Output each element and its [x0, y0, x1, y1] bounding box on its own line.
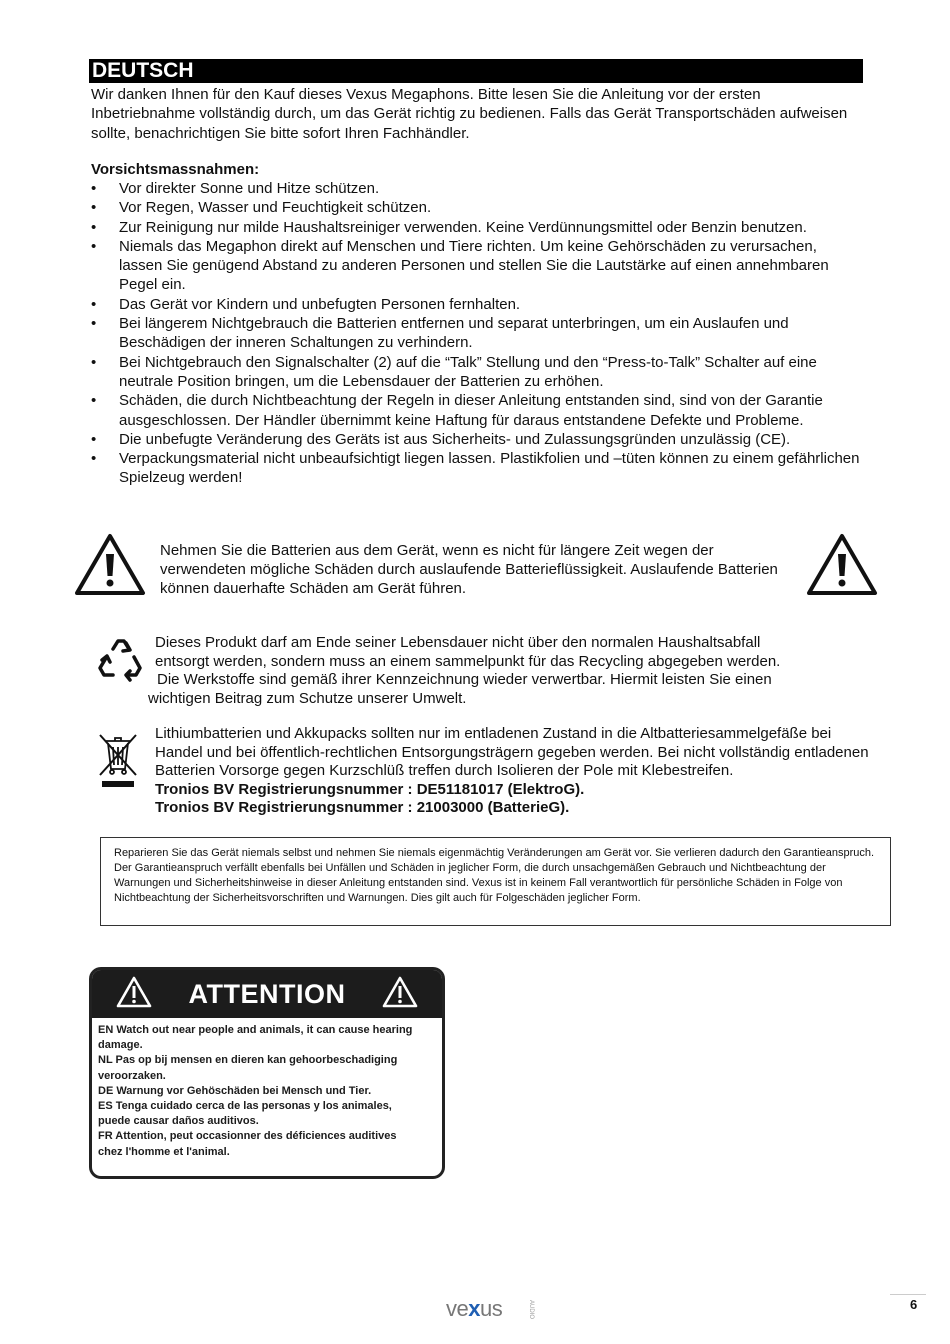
logo-part: x — [468, 1296, 480, 1321]
repair-notice-box — [100, 837, 891, 926]
list-item: • Zur Reinigung nur milde Haushaltsreiniger verwenden. Keine Verdünnungsmittel oder Benzin benutzen. — [91, 218, 861, 237]
warning-triangle-icon — [806, 532, 878, 596]
registration-number: Tronios BV Registrierungsnummer : DE51181017 (ElektroG). — [155, 780, 585, 798]
list-item: • Bei Nichtgebrauch den Signalschalter (2) auf die “Talk” Stellung und den “Press-to-Talk” Schalter auf eine neutrale Position bringen, um die Lebensdauer der Batterien zu erhöhen. — [91, 353, 861, 392]
list-item: • Das Gerät vor Kindern und unbefugten Personen fernhalten. — [91, 295, 861, 314]
warning-triangle-icon — [116, 975, 152, 1009]
recycling-text — [148, 634, 848, 708]
repair-notice-text: Reparieren Sie das Gerät niemals selbst und nehmen Sie niemals eigenmächtig Veränderungen am Gerät vor. Sie verlieren dadurch den Garantieanspruch. Der Garantieanspruch verfällt ebenfalls bei Unfällen und Schäden in jeglicher Form, die durch unsachgemäßen Gebrauch und Nichtbeachtung der Warnungen und Sicherheitshinweise in dieser Anleitung entstanden sind. Vexus ist in keinem Fall verantwortlich für persönliche Schäden in Folge von Nichtbeachtung der Sicherheitsvorschriften und Warnungen. Dies gilt auch für Folgeschäden jeglicher Form. — [114, 847, 875, 904]
list-item: • Niemals das Megaphon direkt auf Menschen und Tiere richten. Um keine Gehörschäden zu verursachen, lassen Sie genügend Abstand zu anderen Personen und stellen Sie die Lautstärke auf einen annehmbaren Pegel ein. — [91, 237, 861, 295]
attention-line: ES Tenga cuidado cerca de las personas y los animales, — [98, 1100, 392, 1113]
page-number: 6 — [910, 1297, 918, 1312]
battery-disposal-text — [155, 725, 875, 818]
logo-part: ve — [446, 1296, 469, 1321]
attention-line: chez l'homme et l'animal. — [98, 1145, 230, 1158]
attention-line: puede causar daños auditivos. — [98, 1115, 259, 1128]
registration-number: Tronios BV Registrierungsnummer : 21003000 (BatterieG). — [155, 799, 570, 816]
list-item: • Vor Regen, Wasser und Feuchtigkeit schützen. — [91, 198, 861, 217]
warning-triangle-icon — [74, 532, 146, 596]
list-item: • Vor direkter Sonne und Hitze schützen. — [91, 179, 861, 198]
recycling-line: wichtigen Beitrag zum Schutze unserer Umwelt. — [148, 689, 467, 707]
battery-warning-text: Nehmen Sie die Batterien aus dem Gerät, wenn es nicht für längere Zeit wegen der verwendeten mögliche Schäden durch auslaufende Batterieflüssigkeit. Auslaufende Batterien können dauerhafte Schäden am Gerät führen. — [160, 542, 778, 597]
list-item: • Schäden, die durch Nichtbeachtung der Regeln in dieser Anleitung entstanden sind, sind von der Garantie ausgeschlossen. Der Händler übernimmt keine Haftung für daraus entstandene Defekte und Probleme. — [91, 391, 861, 430]
recycling-line: Die Werkstoffe sind gemäß ihrer Kennzeichnung wieder verwertbar. Hiermit leisten Sie einen — [157, 671, 772, 688]
intro-paragraph: Wir danken Ihnen für den Kauf dieses Vexus Megaphons. Bitte lesen Sie die Anleitung vor der ersten Inbetriebnahme vollständig durch, um das Gerät richtig zu bedienen. Falls das Gerät Transportschäden aufweisen sollte, benachrichtigen Sie bitte sofort Ihren Fachhändler. — [91, 86, 848, 142]
list-item: • Die unbefugte Veränderung des Geräts ist aus Sicherheits- und Zulassungsgründen unzulässig (CE). — [91, 430, 861, 449]
precautions-title: Vorsichtsmassnahmen: — [91, 161, 260, 178]
recycling-line: Dieses Produkt darf am Ende seiner Lebensdauer nicht über den normalen Haushaltsabfall — [155, 634, 761, 651]
precautions-list — [91, 179, 861, 488]
recycle-icon — [96, 637, 144, 683]
attention-line: damage. — [98, 1039, 143, 1052]
attention-header — [92, 970, 442, 1018]
warning-triangle-icon — [382, 975, 418, 1009]
section-header: DEUTSCH — [89, 59, 863, 83]
list-item: • Verpackungsmaterial nicht unbeaufsichtigt liegen lassen. Plastikfolien und –tüten können zu einem gefährlichen Spielzeug werden! — [91, 449, 861, 488]
attention-line: DE Warnung vor Gehöschäden bei Mensch und Tier. — [98, 1084, 372, 1097]
battery-disposal-paragraph: Lithiumbatterien und Akkupacks sollten nur im entladenen Zustand in die Altbatteriesammelgefäße bei Handel und bei öffentlich-rechtlichen Entsorgungsträgern gegeben werden. Bei nicht vollständig entladenen Batterien Vorsorge gegen Kurzschlüß treffen durch Isolieren der Pole mit Klebestreifen. — [155, 725, 869, 779]
footer-divider — [890, 1294, 926, 1295]
attention-label — [89, 967, 445, 1179]
attention-line: veroorzaken. — [98, 1069, 166, 1082]
crossed-bin-icon — [96, 729, 140, 791]
attention-title: ATTENTION — [188, 978, 346, 1009]
vexus-logo — [446, 1296, 502, 1322]
recycling-line: entsorgt werden, sondern muss an einem sammelpunkt für das Recycling abgegeben werden. — [155, 652, 781, 670]
list-item: • Bei längerem Nichtgebrauch die Batterien entfernen und separat unterbringen, um ein Auslaufen und Beschädigen der inneren Schaltungen zu verhindern. — [91, 314, 861, 353]
attention-line: NL Pas op bij mensen en dieren kan gehoorbeschadiging — [98, 1054, 398, 1067]
attention-body — [92, 1018, 442, 1165]
attention-line: EN Watch out near people and animals, it can cause hearing — [98, 1024, 413, 1036]
logo-subtitle: AUDIO — [528, 1300, 534, 1320]
attention-line: FR Attention, peut occasionner des déficiences auditives — [98, 1130, 397, 1143]
logo-part: us — [480, 1296, 503, 1321]
